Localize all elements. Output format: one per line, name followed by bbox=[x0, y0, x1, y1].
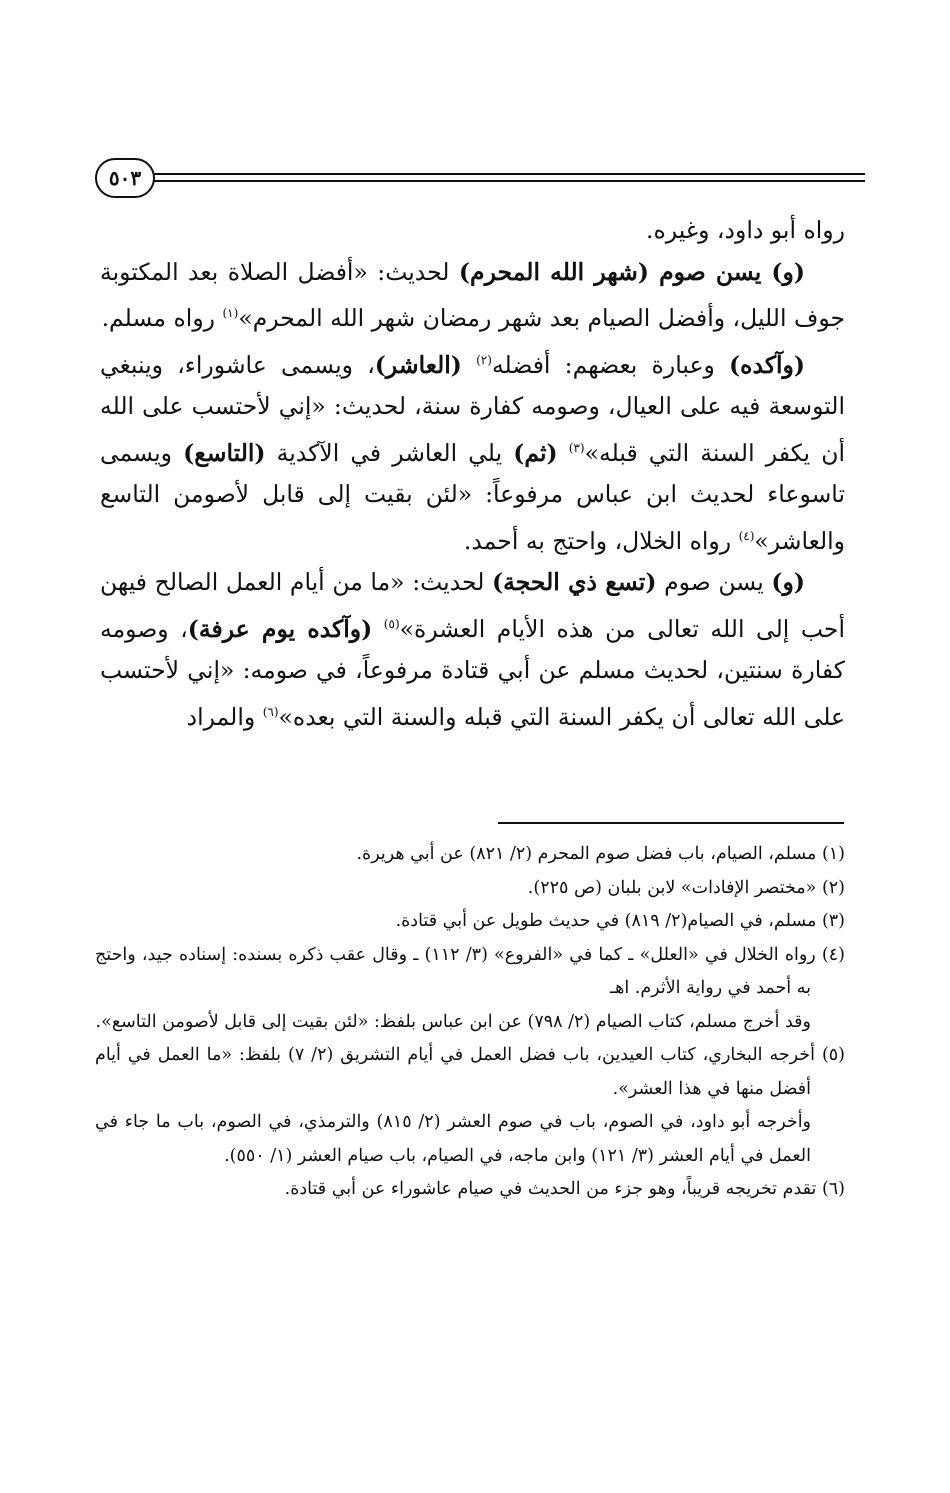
footnote-text: «مختصر الإفادات» لابن بلبان (ص ٢٢٥). bbox=[527, 877, 817, 898]
text-run bbox=[462, 350, 476, 378]
footnote-number: (٦) bbox=[821, 1179, 845, 1199]
footnote bbox=[95, 838, 845, 872]
bold-term: (تسع ذي الحجة) bbox=[492, 568, 657, 597]
footnote bbox=[95, 1173, 845, 1207]
footnote bbox=[95, 1039, 845, 1106]
footnote bbox=[95, 905, 845, 939]
paragraph bbox=[100, 340, 845, 562]
bold-term: (و) bbox=[771, 568, 805, 597]
footnote-number: (٣) bbox=[821, 911, 845, 931]
bold-term: (التاسع) bbox=[183, 438, 266, 467]
text-run bbox=[372, 614, 384, 642]
text-run: والمراد bbox=[186, 702, 263, 731]
text-run: يلي العاشر في الآكدية bbox=[265, 438, 514, 467]
header-rule-inner bbox=[147, 180, 865, 182]
bold-term: (وآكده) bbox=[729, 350, 805, 379]
footnotes bbox=[95, 838, 845, 1207]
text-run: وعبارة بعضهم: أفضله bbox=[491, 350, 730, 379]
footnote-text: مسلم، الصيام، باب فضل صوم المحرم (٢/ ٨٢١) عن أبي هريرة. bbox=[356, 844, 817, 864]
page-header bbox=[95, 158, 865, 200]
bold-term: (شهر الله المحرم) bbox=[458, 257, 649, 286]
text-run: لحديث: «أفضل الصلاة بعد المكتوبة جوف الليل، وأفضل الصيام بعد شهر رمضان شهر الله المحرم» bbox=[100, 257, 845, 333]
text-run: ، ويسمى عاشوراء، وينبغي التوسعة فيه على العيال، وصومه كفارة سنة، لحديث: «إني لأحتسب على الله أن يكفر السنة التي قبله» bbox=[100, 350, 845, 467]
footnote-number: (٤) bbox=[821, 944, 845, 965]
footnote-continuation: وأخرجه أبو داود، في الصوم، باب في صوم العشر (٢/ ٨١٥) والترمذي، في الصوم، باب ما جاء في العمل في أيام العشر (٣/ ١٢١) وابن ماجه، في الصيام، باب صيام العشر (١/ ٥٥٠). bbox=[95, 1112, 812, 1166]
text-run: لحديث: «ما من أيام العمل الصالح فيهن أحب إلى الله تعالى من هذه الأيام العشرة» bbox=[100, 568, 845, 643]
paragraph bbox=[100, 210, 845, 252]
paragraph bbox=[100, 252, 845, 340]
text-run: ، وصومه كفارة سنتين، لحديث مسلم عن أبي قتادة مرفوعاً، في صومه: «إني لأحتسب على الله تعالى أن يكفر السنة التي قبله والسنة التي بعده» bbox=[100, 614, 845, 731]
footnote-ref: (٤) bbox=[738, 528, 755, 543]
paragraph bbox=[100, 562, 845, 738]
footnote-ref: (٣) bbox=[568, 440, 585, 455]
bold-term: (العاشر) bbox=[374, 350, 462, 379]
footnote-text: رواه الخلال في «العلل» ـ كما في «الفروع» (٣/ ١١٢) ـ وقال عقب ذكره بسنده: إسناده جيد، واحتج به أحمد في رواية الأثرم. اهـ bbox=[95, 944, 816, 998]
footnote-ref: (٦) bbox=[262, 704, 279, 719]
footnote-ref: (١) bbox=[222, 306, 239, 321]
bold-term: (وآكده يوم عرفة) bbox=[187, 614, 373, 643]
text-run: يسن صوم bbox=[656, 568, 772, 597]
text-run: رواه مسلم. bbox=[101, 304, 223, 333]
footnote-number: (٥) bbox=[821, 1045, 845, 1065]
text-run: ويسمى تاسوعاء لحديث ابن عباس مرفوعاً: «لئن بقيت إلى قابل لأصومن التاسع والعاشر» bbox=[100, 438, 845, 555]
footnote-text: تقدم تخريجه قريباً، وهو جزء من الحديث في صيام عاشوراء عن أبي قتادة. bbox=[284, 1179, 817, 1199]
footnote-continuation: وقد أخرج مسلم، كتاب الصيام (٢/ ٧٩٨) عن ابن عباس بلفظ: «لئن بقيت إلى قابل لأصومن التاسع». bbox=[95, 1011, 811, 1032]
footnote-number: (٢) bbox=[821, 877, 845, 898]
header-rule bbox=[147, 173, 865, 175]
bold-term: (و) يسن صوم bbox=[648, 257, 805, 286]
text-run: رواه أبو داود، وغيره. bbox=[645, 216, 845, 244]
footnote bbox=[95, 872, 845, 906]
footnote-text: أخرجه البخاري، كتاب العيدين، باب فضل العمل في أيام التشريق (٢/ ٧) بلفظ: «ما العمل في أيام أفضل منها في هذا العشر». bbox=[95, 1045, 815, 1099]
bold-term: (ثم) bbox=[513, 438, 558, 467]
main-text bbox=[100, 210, 845, 738]
footnote-ref: (٥) bbox=[383, 616, 400, 631]
footnote-number: (١) bbox=[821, 844, 845, 864]
footnote bbox=[95, 939, 845, 1006]
footnote-text: مسلم، في الصيام(٢/ ٨١٩) في حديث طويل عن أبي قتادة. bbox=[395, 911, 817, 931]
footnote-ref: (٢) bbox=[476, 352, 492, 367]
footnote-separator bbox=[498, 822, 844, 824]
page-number: ٥٠٣ bbox=[95, 158, 155, 198]
text-run: رواه الخلال، واحتج به أحمد. bbox=[463, 526, 739, 555]
text-run bbox=[558, 438, 569, 466]
